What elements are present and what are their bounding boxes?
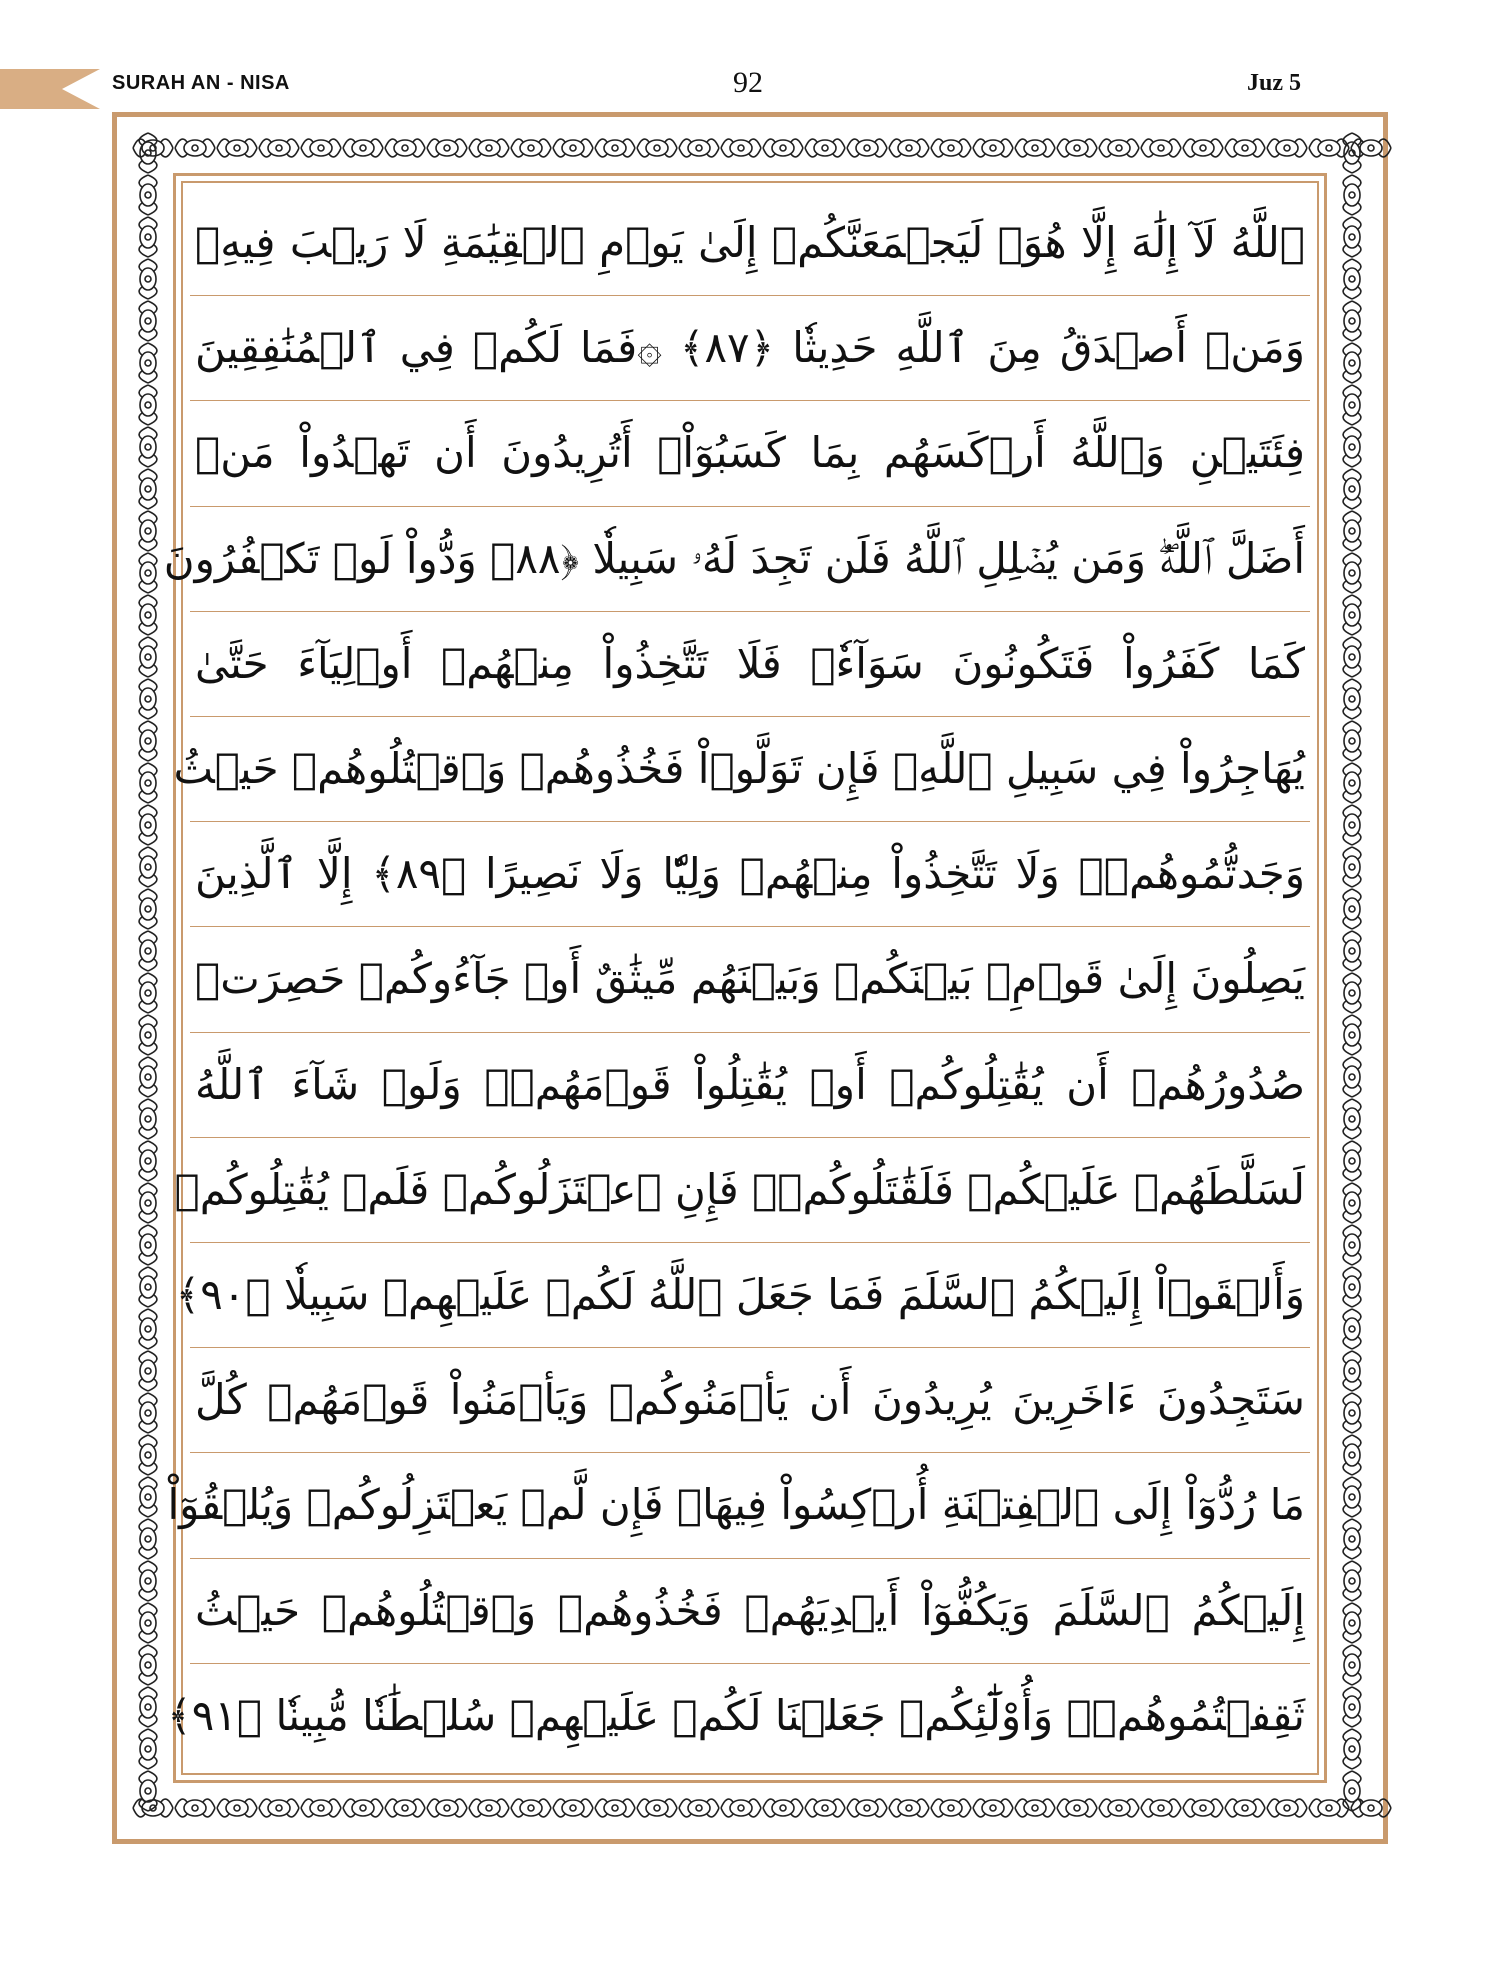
verse-text: سَتَجِدُونَ ءَاخَرِينَ يُرِيدُونَ أَن يَأۡمَنُوكُمۡ وَيَأۡمَنُواْ قَوۡمَهُمۡ كُلَّ <box>195 1375 1305 1425</box>
ornament-border-left <box>125 125 171 1831</box>
ornament-border-top <box>125 125 1375 171</box>
text-line <box>174 1137 1310 1243</box>
text-line <box>190 1032 1310 1138</box>
text-line <box>173 716 1310 822</box>
verse-text: وَأَلۡقَوۡاْ إِلَيۡكُمُ ٱلسَّلَمَ فَمَا جَعَلَ ٱللَّهُ لَكُمۡ عَلَيۡهِمۡ سَبِيلٗا ﴿٩٠﴾ <box>175 1270 1305 1319</box>
text-line <box>190 400 1310 506</box>
text-line <box>190 295 1310 401</box>
ornament-border-bottom <box>125 1785 1375 1831</box>
verse-text: إِلَيۡكُمُ ٱلسَّلَمَ وَيَكُفُّوٓاْ أَيۡدِيَهُمۡ فَخُذُوهُمۡ وَٱقۡتُلُوهُمۡ حَيۡثُ <box>195 1585 1305 1635</box>
text-line <box>190 190 1310 296</box>
verse-text: يُهَاجِرُواْ فِي سَبِيلِ ٱللَّهِۚ فَإِن تَوَلَّوۡاْ فَخُذُوهُمۡ وَٱقۡتُلُوهُمۡ حَيۡثُ <box>173 744 1305 793</box>
text-line <box>175 1242 1310 1348</box>
text-line <box>190 821 1310 927</box>
text-line <box>163 506 1310 612</box>
verse-text: وَجَدتُّمُوهُمۡۖ وَلَا تَتَّخِذُواْ مِنۡهُمۡ وَلِيّٗا وَلَا نَصِيرًا ﴿٨٩﴾ إِلَّا ٱلَّذِينَ <box>195 849 1306 899</box>
verse-text: أَضَلَّ ٱللَّهُۖ وَمَن يُضۡلِلِ ٱللَّهُ فَلَن تَجِدَ لَهُۥ سَبِيلٗا ﴿٨٨﴾ وَدُّواْ لَوۡ تَكۡفُرُونَ <box>163 533 1305 583</box>
ornament-border-right <box>1329 125 1375 1831</box>
page-number: 92 <box>733 66 763 99</box>
text-line <box>190 611 1310 717</box>
verse-text: فِئَتَيۡنِ وَٱللَّهُ أَرۡكَسَهُم بِمَا كَسَبُوٓاْۚ أَتُرِيدُونَ أَن تَهۡدُواْ مَنۡ <box>195 428 1305 478</box>
verse-text: صُدُورُهُمۡ أَن يُقَٰتِلُوكُمۡ أَوۡ يُقَٰتِلُواْ قَوۡمَهُمۡۚ وَلَوۡ شَآءَ ٱللَّهُ <box>195 1059 1305 1109</box>
verse-text: ثَقِفۡتُمُوهُمۡۚ وَأُوْلَٰٓئِكُمۡ جَعَلۡنَا لَكُمۡ عَلَيۡهِمۡ سُلۡطَٰنٗا مُّبِينٗا ﴿٩١﴾ <box>167 1690 1305 1740</box>
verse-text: ٱللَّهُ لَآ إِلَٰهَ إِلَّا هُوَۚ لَيَجۡمَعَنَّكُمۡ إِلَىٰ يَوۡمِ ٱلۡقِيَٰمَةِ لَا رَيۡبَ فِيهِۗ <box>195 218 1305 267</box>
verse-text: مَا رُدُّوٓاْ إِلَى ٱلۡفِتۡنَةِ أُرۡكِسُواْ فِيهَاۚ فَإِن لَّمۡ يَعۡتَزِلُوكُمۡ وَيُلۡقُوٓاْ <box>167 1480 1305 1530</box>
text-line <box>190 926 1310 1032</box>
juz-label: Juz 5 <box>1247 70 1301 96</box>
verse-text: يَصِلُونَ إِلَىٰ قَوۡمِۭ بَيۡنَكُمۡ وَبَيۡنَهُم مِّيثَٰقٌ أَوۡ جَآءُوكُمۡ حَصِرَتۡ <box>195 954 1305 1004</box>
verse-text: كَمَا كَفَرُواْ فَتَكُونُونَ سَوَآءٗۖ فَلَا تَتَّخِذُواْ مِنۡهُمۡ أَوۡلِيَآءَ حَتَّىٰ <box>195 638 1305 688</box>
text-line <box>167 1452 1310 1558</box>
verse-text: وَمَنۡ أَصۡدَقُ مِنَ ٱللَّهِ حَدِيثٗا ﴿٨٧﴾ ۞فَمَا لَكُمۡ فِي ٱلۡمُنَٰفِقِينَ <box>195 323 1305 373</box>
text-line <box>167 1663 1310 1769</box>
verse-text: لَسَلَّطَهُمۡ عَلَيۡكُمۡ فَلَقَٰتَلُوكُمۡۚ فَإِنِ ٱعۡتَزَلُوكُمۡ فَلَمۡ يُقَٰتِلُوكُمۡ <box>174 1164 1305 1214</box>
text-line <box>190 1558 1310 1664</box>
surah-name: SURAH AN - NISA <box>112 72 290 94</box>
quran-text-block <box>163 190 1310 1768</box>
text-line <box>190 1347 1310 1453</box>
